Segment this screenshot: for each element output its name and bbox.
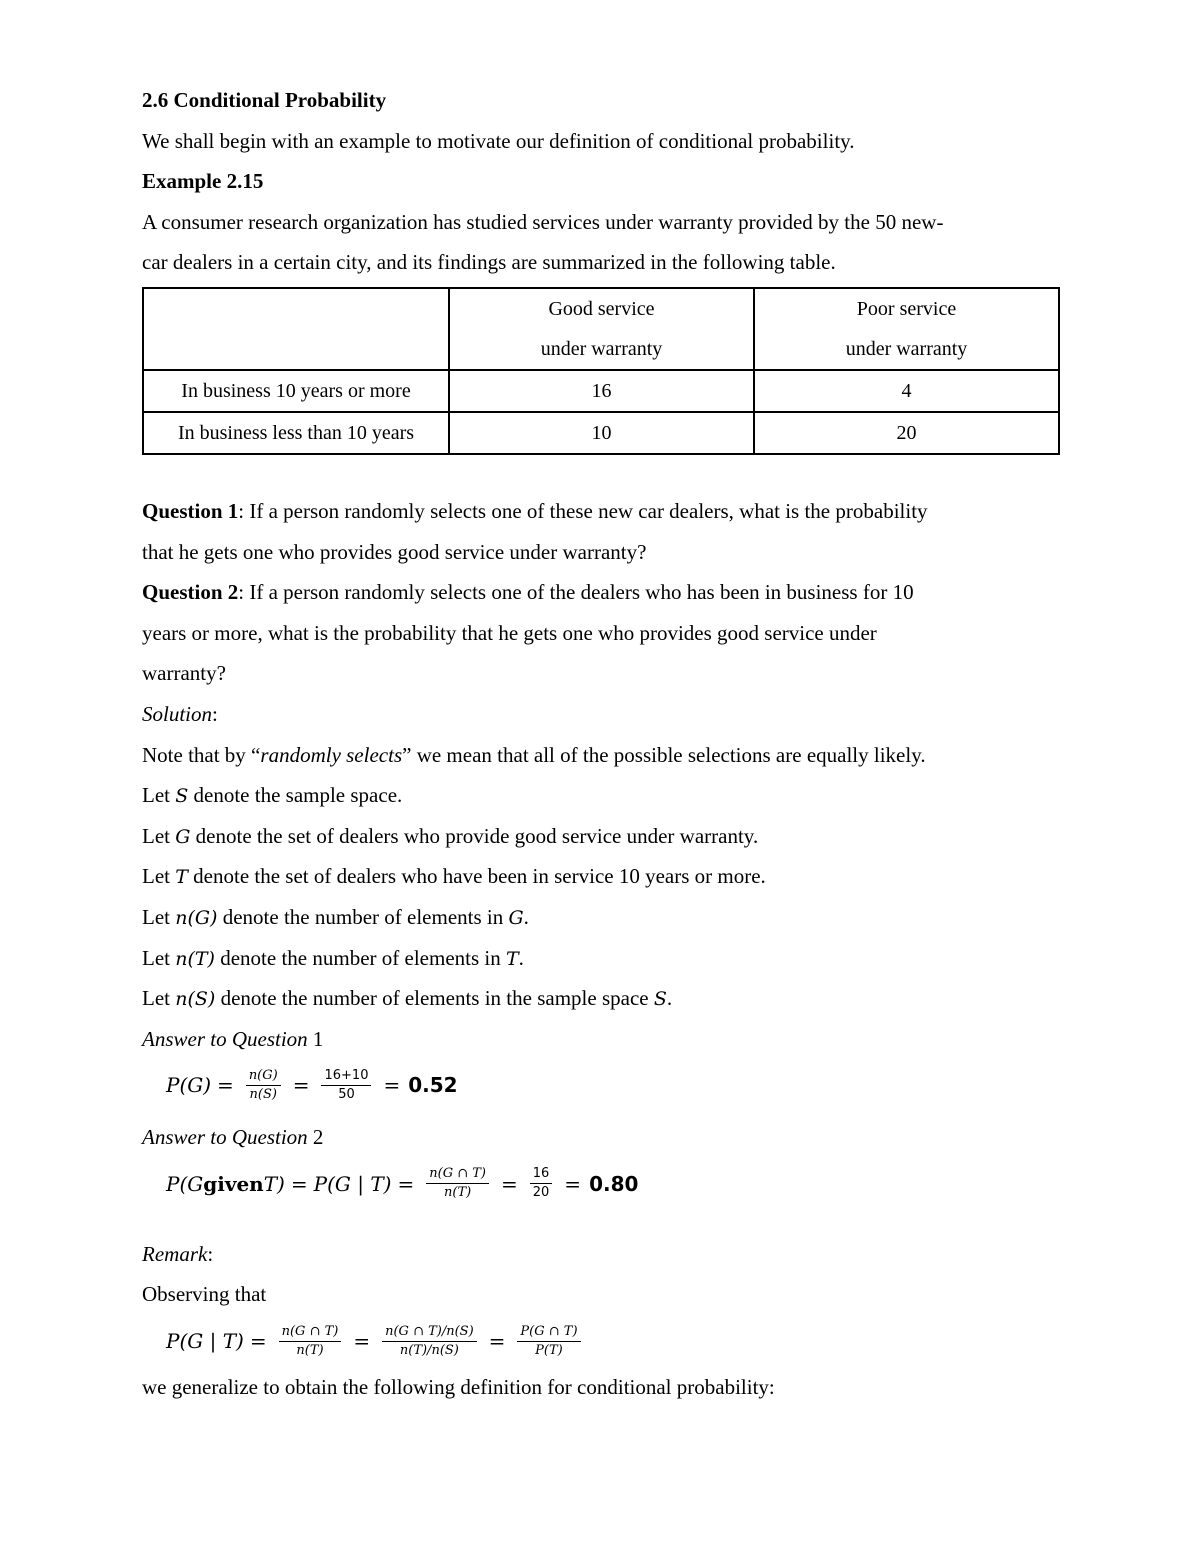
observing-line: Observing that <box>142 1282 267 1307</box>
equation-remark: P(G | T) = $\frac{n(G \cap T)}{n(T)}$ = $\frac{n(G \cap T)/n(S)}{n(T)/n(S)}$ = $\frac{P(G \cap T)}{P(T)}$ <box>166 1315 1062 1367</box>
header-good-service <box>449 288 754 370</box>
question-1-line-2: that he gets one who provides good service under warranty? <box>142 539 647 564</box>
cell-good: 16 <box>449 370 754 412</box>
table-corner-cell <box>143 288 449 370</box>
question-2-label: Question 2 <box>142 580 239 605</box>
generalize-line: we generalize to obtain the following definition for conditional probability: <box>142 1375 775 1400</box>
fraction: $\frac{16}{20}$ <box>530 1166 553 1201</box>
note-line: Note that by “randomly selects” we mean that all of the possible selections are equally likely. <box>142 742 926 767</box>
row-label: In business 10 years or more <box>143 370 449 412</box>
definition-nS: Let n(S) denote the number of elements in the sample space S. <box>142 986 673 1011</box>
document-page <box>142 80 1062 1408</box>
section-title: 2.6 Conditional Probability <box>142 88 387 112</box>
fraction: $\frac{P(G \cap T)}{P(T)}$ <box>517 1324 580 1359</box>
equation-answer-2: P(G given T) = P(G | T) = $\frac{n(G \cap T)}{n(T)}$ = $\frac{16}{20}$ = 0.80 <box>166 1166 639 1201</box>
cell-poor: 4 <box>754 370 1059 412</box>
intro-paragraph: We shall begin with an example to motivate our definition of conditional probability. <box>142 128 855 153</box>
fraction: $\frac{16+10}{50}$ <box>321 1068 371 1103</box>
fraction: $\frac{n(G)}{n(S)}$ <box>246 1068 281 1103</box>
answer-2-result: 0.80 <box>589 1171 639 1196</box>
definition-G: Let G denote the set of dealers who provide good service under warranty. <box>142 823 759 848</box>
example-title: Example 2.15 <box>142 169 264 194</box>
table-header-row <box>143 288 1059 370</box>
answer-1-label: Answer to Question 1 <box>142 1026 324 1051</box>
definition-T: Let T denote the set of dealers who have been in service 10 years or more. <box>142 864 766 889</box>
example-text-line-2: car dealers in a certain city, and its findings are summarized in the following table. <box>142 250 836 275</box>
question-1-label: Question 1 <box>142 498 239 523</box>
header-good-line-1: Good service <box>548 297 655 320</box>
question-2-line-3: warranty? <box>142 661 226 686</box>
table-row <box>143 370 1059 412</box>
definition-nG: Let n(G) denote the number of elements in G. <box>142 904 529 929</box>
equation-answer-1: P(G) = $\frac{n(G)}{n(S)}$ = $\frac{16+10}{50}$ = 0.52 <box>166 1067 458 1102</box>
randomly-selects-emphasis: randomly selects <box>260 742 403 767</box>
question-1-line-1: Question 1: If a person randomly selects one of these new car dealers, what is the probability <box>142 498 928 523</box>
header-good-line-2: under warranty <box>540 337 663 360</box>
definition-S: Let S denote the sample space. <box>142 783 403 808</box>
remark-label: Remark: <box>142 1241 214 1266</box>
cell-good: 10 <box>449 412 754 454</box>
solution-label: Solution: <box>142 701 218 726</box>
header-poor-service <box>754 288 1059 370</box>
row-label: In business less than 10 years <box>143 412 449 454</box>
example-text-line-1: A consumer research organization has studied services under warranty provided by the 50 new- <box>142 209 944 234</box>
fraction: $\frac{n(G \cap T)}{n(T)}$ <box>279 1324 342 1359</box>
dealer-table <box>142 287 1060 455</box>
answer-2-label: Answer to Question 2 <box>142 1125 324 1150</box>
question-2-line-2: years or more, what is the probability that he gets one who provides good service under <box>142 620 877 645</box>
table-row <box>143 412 1059 454</box>
cell-poor: 20 <box>754 412 1059 454</box>
header-poor-line-2: under warranty <box>845 337 968 360</box>
header-poor-line-1: Poor service <box>856 297 957 320</box>
fraction: $\frac{n(G \cap T)/n(S)}{n(T)/n(S)}$ <box>382 1324 477 1359</box>
answer-1-result: 0.52 <box>408 1073 458 1098</box>
fraction: $\frac{n(G \cap T)}{n(T)}$ <box>426 1166 489 1201</box>
question-2-line-1: Question 2: If a person randomly selects one of the dealers who has been in business for 10 <box>142 580 914 605</box>
definition-nT: Let n(T) denote the number of elements in T. <box>142 945 524 970</box>
